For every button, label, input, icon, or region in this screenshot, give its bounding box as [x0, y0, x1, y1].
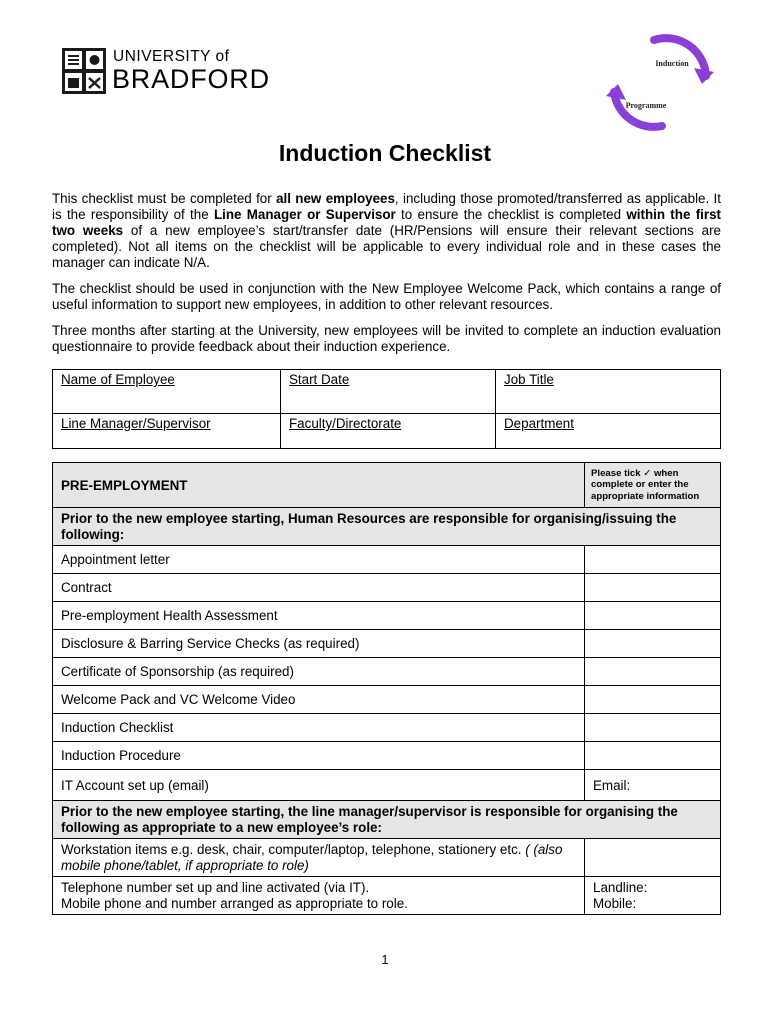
table-row [53, 714, 721, 742]
faculty-field[interactable]: Faculty/Directorate [281, 414, 496, 449]
table-row [53, 770, 721, 801]
pre-employment-checklist [52, 462, 721, 915]
university-logo [62, 46, 282, 96]
tick-cell[interactable] [585, 714, 721, 742]
intro-paragraph-1: This checklist must be completed for all new employees, including those promoted/transferred as applicable. It is the responsibility of the Line Manager or Supervisor to ensure the checklist is completed within the first two weeks of a new employee’s start/transfer date (HR/Pensions will ensure their relevant sections are completed). Not all items on the checklist will be applicable to every individual role and in these cases the manager can indicate N/A. [52, 191, 721, 270]
tick-cell[interactable] [585, 686, 721, 714]
table-row [53, 602, 721, 630]
table-row [53, 839, 721, 877]
crest-icon [62, 48, 106, 94]
table-row [53, 742, 721, 770]
table-row [53, 546, 721, 574]
start-date-field[interactable]: Start Date [281, 370, 496, 414]
job-title-field[interactable]: Job Title [496, 370, 721, 414]
tick-cell[interactable] [585, 658, 721, 686]
manager-section-heading: Prior to the new employee starting, the line manager/supervisor is responsible for organising the following as appropriate to a new employee’s role: [53, 801, 721, 839]
checklist-item: Contract [53, 574, 585, 602]
arrow-icon [606, 84, 626, 100]
checklist-item: Telephone number set up and line activated (via IT). Mobile phone and number arranged as appropriate to role. [53, 877, 585, 915]
table-row [53, 877, 721, 915]
employee-info-table [52, 369, 721, 449]
tick-cell[interactable] [585, 574, 721, 602]
checklist-item: Pre-employment Health Assessment [53, 602, 585, 630]
phone-cell[interactable]: Landline: Mobile: [585, 877, 721, 915]
tick-cell[interactable] [585, 546, 721, 574]
university-name: BRADFORD [112, 64, 270, 94]
badge-top-text: Induction [655, 59, 689, 68]
page-number: 1 [381, 952, 389, 967]
university-prefix: UNIVERSITY of [113, 48, 230, 65]
checklist-item: Workstation items e.g. desk, chair, computer/laptop, telephone, stationery etc. ( (also mobile phone/tablet, if appropriate to role) [53, 839, 585, 877]
checklist-item: Certificate of Sponsorship (as required) [53, 658, 585, 686]
hr-section-heading: Prior to the new employee starting, Human Resources are responsible for organising/issuing the following: [53, 508, 721, 546]
email-cell[interactable]: Email: [585, 770, 721, 801]
checklist-item: Appointment letter [53, 546, 585, 574]
tick-cell[interactable] [585, 602, 721, 630]
intro-paragraph-3: Three months after starting at the University, new employees will be invited to complete an induction evaluation questionnaire to provide feedback about their induction experience. [52, 323, 721, 354]
table-row [53, 658, 721, 686]
induction-programme-badge [604, 26, 716, 142]
table-row [53, 574, 721, 602]
badge-bottom-text: Programme [625, 101, 667, 110]
checklist-item: Induction Checklist [53, 714, 585, 742]
checklist-item: IT Account set up (email) [53, 770, 585, 801]
tick-cell[interactable] [585, 742, 721, 770]
table-row [53, 686, 721, 714]
tick-instruction: Please tick ✓ when complete or enter the appropriate information [585, 463, 721, 508]
page-title: Induction Checklist [278, 140, 492, 166]
section-header: PRE-EMPLOYMENT [53, 463, 585, 508]
intro-paragraph-2: The checklist should be used in conjunction with the New Employee Welcome Pack, which contains a range of useful information to support new employees, in addition to other relevant resources. [52, 281, 721, 312]
employee-name-field[interactable]: Name of Employee [53, 370, 281, 414]
checklist-item: Disclosure & Barring Service Checks (as required) [53, 630, 585, 658]
table-row [53, 630, 721, 658]
department-field[interactable]: Department [496, 414, 721, 449]
tick-cell[interactable] [585, 630, 721, 658]
tick-cell[interactable] [585, 839, 721, 877]
checklist-item: Welcome Pack and VC Welcome Video [53, 686, 585, 714]
line-manager-field[interactable]: Line Manager/Supervisor [61, 416, 211, 431]
arrow-icon [694, 68, 714, 84]
checklist-item: Induction Procedure [53, 742, 585, 770]
